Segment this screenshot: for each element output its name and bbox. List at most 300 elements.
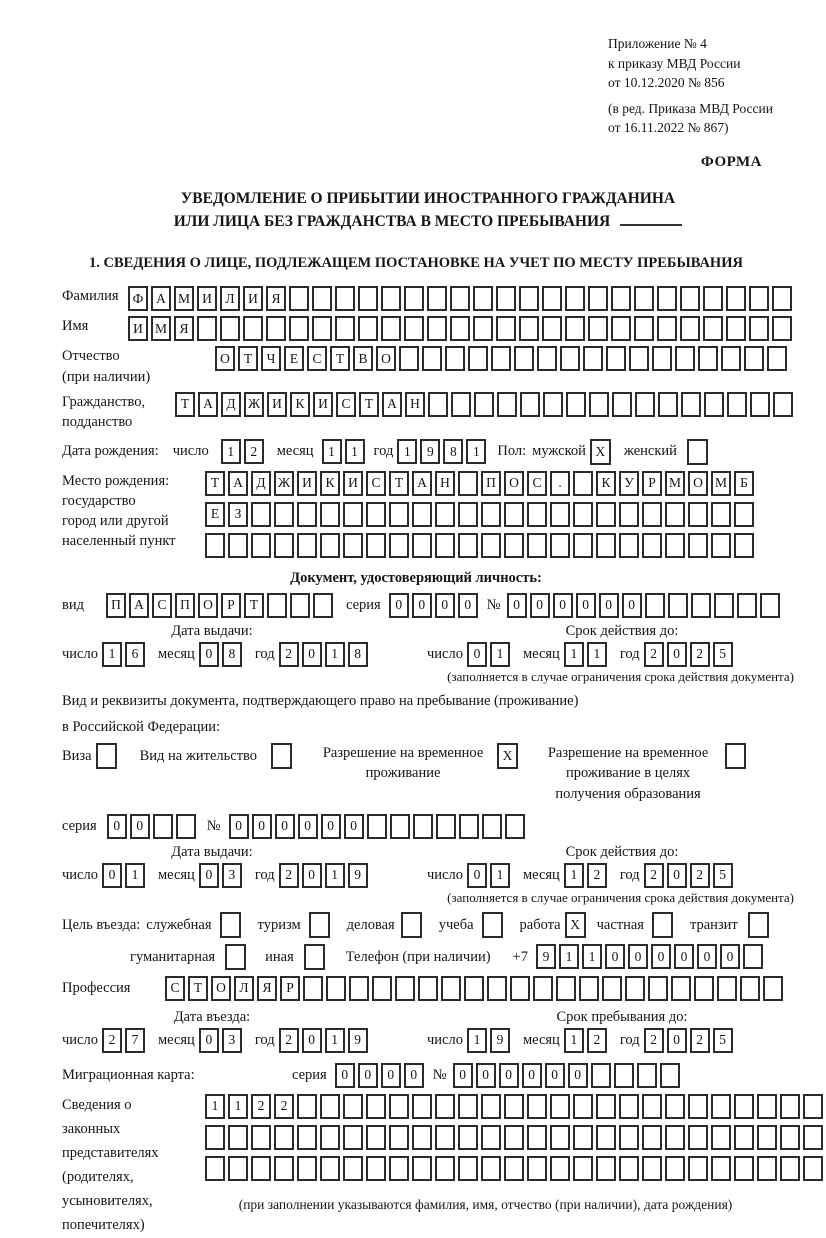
char-cell[interactable]: 0	[458, 593, 478, 618]
char-cell[interactable]: 5	[713, 1028, 733, 1053]
char-cell[interactable]	[435, 533, 455, 558]
char-cell[interactable]	[619, 502, 639, 527]
char-cell[interactable]	[435, 1125, 455, 1150]
char-cell[interactable]	[703, 286, 723, 311]
char-cell[interactable]: 0	[321, 814, 341, 839]
char-cell[interactable]	[205, 1156, 225, 1181]
char-cell[interactable]	[366, 1094, 386, 1119]
char-cell[interactable]	[533, 976, 553, 1001]
char-cell[interactable]	[436, 814, 456, 839]
char-cell[interactable]	[734, 1156, 754, 1181]
char-cell[interactable]	[205, 1125, 225, 1150]
char-cell[interactable]	[560, 346, 580, 371]
char-cell[interactable]	[550, 533, 570, 558]
char-cell[interactable]	[404, 286, 424, 311]
char-cell[interactable]	[312, 316, 332, 341]
char-cell[interactable]	[297, 533, 317, 558]
char-cell[interactable]: М	[151, 316, 171, 341]
char-cell[interactable]: И	[313, 392, 333, 417]
char-cell[interactable]: 1	[587, 642, 607, 667]
char-cell[interactable]: 2	[690, 642, 710, 667]
char-cell[interactable]: Т	[238, 346, 258, 371]
work-checkbox[interactable]: X	[565, 912, 586, 938]
char-cell[interactable]: 0	[404, 1063, 424, 1088]
char-cell[interactable]: А	[198, 392, 218, 417]
char-cell[interactable]	[606, 346, 626, 371]
char-cell[interactable]: 0	[667, 642, 687, 667]
char-cell[interactable]: М	[174, 286, 194, 311]
char-cell[interactable]	[289, 286, 309, 311]
char-cell[interactable]	[335, 286, 355, 311]
char-cell[interactable]	[619, 1125, 639, 1150]
char-cell[interactable]	[749, 316, 769, 341]
char-cell[interactable]: 9	[536, 944, 556, 969]
char-cell[interactable]: 0	[344, 814, 364, 839]
transit-checkbox[interactable]	[748, 912, 769, 938]
char-cell[interactable]	[688, 502, 708, 527]
char-cell[interactable]	[596, 502, 616, 527]
char-cell[interactable]	[395, 976, 415, 1001]
char-cell[interactable]: 0	[435, 593, 455, 618]
char-cell[interactable]: П	[175, 593, 195, 618]
char-cell[interactable]: Т	[188, 976, 208, 1001]
char-cell[interactable]	[412, 1094, 432, 1119]
char-cell[interactable]	[734, 502, 754, 527]
char-cell[interactable]: Д	[251, 471, 271, 496]
char-cell[interactable]	[274, 1125, 294, 1150]
char-cell[interactable]	[711, 1156, 731, 1181]
private-checkbox[interactable]	[652, 912, 673, 938]
char-cell[interactable]: П	[106, 593, 126, 618]
char-cell[interactable]: 0	[576, 593, 596, 618]
char-cell[interactable]	[274, 1156, 294, 1181]
char-cell[interactable]	[372, 976, 392, 1001]
char-cell[interactable]	[176, 814, 196, 839]
char-cell[interactable]	[680, 286, 700, 311]
char-cell[interactable]	[760, 593, 780, 618]
char-cell[interactable]: 1	[466, 439, 486, 464]
char-cell[interactable]	[711, 502, 731, 527]
char-cell[interactable]	[573, 1125, 593, 1150]
char-cell[interactable]: 1	[325, 642, 345, 667]
humanitarian-checkbox[interactable]	[225, 944, 246, 970]
char-cell[interactable]	[366, 533, 386, 558]
char-cell[interactable]: 2	[244, 439, 264, 464]
char-cell[interactable]	[688, 533, 708, 558]
char-cell[interactable]	[413, 814, 433, 839]
char-cell[interactable]	[441, 976, 461, 1001]
char-cell[interactable]	[389, 1094, 409, 1119]
char-cell[interactable]: 2	[644, 1028, 664, 1053]
char-cell[interactable]: З	[228, 502, 248, 527]
char-cell[interactable]	[527, 533, 547, 558]
char-cell[interactable]: 0	[199, 642, 219, 667]
char-cell[interactable]: 0	[467, 863, 487, 888]
char-cell[interactable]: 8	[348, 642, 368, 667]
char-cell[interactable]	[803, 1125, 823, 1150]
char-cell[interactable]	[458, 502, 478, 527]
official-checkbox[interactable]	[220, 912, 241, 938]
char-cell[interactable]: 8	[222, 642, 242, 667]
char-cell[interactable]: 2	[587, 1028, 607, 1053]
char-cell[interactable]: 1	[490, 642, 510, 667]
char-cell[interactable]: И	[343, 471, 363, 496]
char-cell[interactable]: А	[228, 471, 248, 496]
char-cell[interactable]	[389, 502, 409, 527]
char-cell[interactable]: 0	[667, 1028, 687, 1053]
char-cell[interactable]	[510, 976, 530, 1001]
char-cell[interactable]: Л	[234, 976, 254, 1001]
char-cell[interactable]	[412, 1156, 432, 1181]
char-cell[interactable]: 0	[651, 944, 671, 969]
char-cell[interactable]	[451, 392, 471, 417]
char-cell[interactable]: Я	[266, 286, 286, 311]
char-cell[interactable]: 0	[130, 814, 150, 839]
char-cell[interactable]	[657, 286, 677, 311]
char-cell[interactable]	[642, 1125, 662, 1150]
char-cell[interactable]	[504, 533, 524, 558]
char-cell[interactable]	[404, 316, 424, 341]
char-cell[interactable]: 0	[229, 814, 249, 839]
char-cell[interactable]	[642, 1094, 662, 1119]
char-cell[interactable]: 2	[587, 863, 607, 888]
char-cell[interactable]: 1	[490, 863, 510, 888]
char-cell[interactable]	[473, 316, 493, 341]
char-cell[interactable]	[197, 316, 217, 341]
char-cell[interactable]: Н	[405, 392, 425, 417]
char-cell[interactable]: Р	[642, 471, 662, 496]
char-cell[interactable]	[652, 346, 672, 371]
char-cell[interactable]	[435, 1156, 455, 1181]
char-cell[interactable]: 1	[228, 1094, 248, 1119]
char-cell[interactable]: А	[129, 593, 149, 618]
char-cell[interactable]	[550, 502, 570, 527]
char-cell[interactable]: 0	[453, 1063, 473, 1088]
char-cell[interactable]	[527, 1156, 547, 1181]
char-cell[interactable]: И	[267, 392, 287, 417]
char-cell[interactable]	[366, 1125, 386, 1150]
char-cell[interactable]: 1	[397, 439, 417, 464]
char-cell[interactable]	[153, 814, 173, 839]
char-cell[interactable]	[450, 286, 470, 311]
char-cell[interactable]	[458, 1156, 478, 1181]
char-cell[interactable]	[657, 316, 677, 341]
char-cell[interactable]	[514, 346, 534, 371]
char-cell[interactable]: О	[211, 976, 231, 1001]
char-cell[interactable]	[205, 533, 225, 558]
char-cell[interactable]	[704, 392, 724, 417]
char-cell[interactable]	[619, 1094, 639, 1119]
char-cell[interactable]	[274, 502, 294, 527]
char-cell[interactable]: Т	[330, 346, 350, 371]
char-cell[interactable]: 1	[345, 439, 365, 464]
char-cell[interactable]: Б	[734, 471, 754, 496]
char-cell[interactable]: 2	[279, 863, 299, 888]
char-cell[interactable]: 0	[275, 814, 295, 839]
char-cell[interactable]	[389, 1125, 409, 1150]
other-purpose-checkbox[interactable]	[304, 944, 325, 970]
char-cell[interactable]: К	[596, 471, 616, 496]
char-cell[interactable]	[458, 533, 478, 558]
char-cell[interactable]	[680, 316, 700, 341]
gender-female-checkbox[interactable]	[687, 439, 708, 465]
char-cell[interactable]	[367, 814, 387, 839]
char-cell[interactable]	[660, 1063, 680, 1088]
char-cell[interactable]	[527, 502, 547, 527]
char-cell[interactable]: 0	[102, 863, 122, 888]
char-cell[interactable]	[619, 533, 639, 558]
char-cell[interactable]	[312, 286, 332, 311]
char-cell[interactable]	[450, 316, 470, 341]
char-cell[interactable]: 6	[125, 642, 145, 667]
char-cell[interactable]	[520, 392, 540, 417]
char-cell[interactable]: 1	[467, 1028, 487, 1053]
char-cell[interactable]: 0	[499, 1063, 519, 1088]
char-cell[interactable]	[464, 976, 484, 1001]
char-cell[interactable]: 9	[348, 1028, 368, 1053]
char-cell[interactable]	[550, 1125, 570, 1150]
char-cell[interactable]: Т	[175, 392, 195, 417]
char-cell[interactable]	[688, 1125, 708, 1150]
char-cell[interactable]: 0	[568, 1063, 588, 1088]
char-cell[interactable]	[634, 286, 654, 311]
char-cell[interactable]	[642, 1156, 662, 1181]
char-cell[interactable]	[583, 346, 603, 371]
char-cell[interactable]: 2	[274, 1094, 294, 1119]
char-cell[interactable]	[589, 392, 609, 417]
char-cell[interactable]	[251, 502, 271, 527]
char-cell[interactable]	[427, 316, 447, 341]
char-cell[interactable]	[737, 593, 757, 618]
char-cell[interactable]	[566, 392, 586, 417]
char-cell[interactable]	[527, 1094, 547, 1119]
char-cell[interactable]	[757, 1156, 777, 1181]
tourism-checkbox[interactable]	[309, 912, 330, 938]
char-cell[interactable]	[665, 1094, 685, 1119]
char-cell[interactable]	[744, 346, 764, 371]
char-cell[interactable]	[343, 1125, 363, 1150]
study-checkbox[interactable]	[482, 912, 503, 938]
char-cell[interactable]: И	[297, 471, 317, 496]
char-cell[interactable]	[727, 392, 747, 417]
char-cell[interactable]	[665, 533, 685, 558]
char-cell[interactable]	[343, 1094, 363, 1119]
char-cell[interactable]	[537, 346, 557, 371]
char-cell[interactable]	[665, 1156, 685, 1181]
char-cell[interactable]	[691, 593, 711, 618]
char-cell[interactable]	[714, 593, 734, 618]
char-cell[interactable]	[496, 286, 516, 311]
char-cell[interactable]	[726, 316, 746, 341]
char-cell[interactable]: 2	[644, 642, 664, 667]
char-cell[interactable]	[763, 976, 783, 1001]
char-cell[interactable]	[458, 1094, 478, 1119]
char-cell[interactable]: Я	[174, 316, 194, 341]
char-cell[interactable]: О	[504, 471, 524, 496]
char-cell[interactable]	[491, 346, 511, 371]
char-cell[interactable]	[573, 1156, 593, 1181]
char-cell[interactable]: Ч	[261, 346, 281, 371]
char-cell[interactable]: 1	[125, 863, 145, 888]
char-cell[interactable]	[543, 392, 563, 417]
char-cell[interactable]: С	[307, 346, 327, 371]
char-cell[interactable]	[734, 533, 754, 558]
char-cell[interactable]: 1	[102, 642, 122, 667]
char-cell[interactable]	[767, 346, 787, 371]
char-cell[interactable]: Т	[205, 471, 225, 496]
char-cell[interactable]: И	[197, 286, 217, 311]
char-cell[interactable]: 9	[420, 439, 440, 464]
char-cell[interactable]: 0	[553, 593, 573, 618]
char-cell[interactable]	[550, 1094, 570, 1119]
char-cell[interactable]	[243, 316, 263, 341]
char-cell[interactable]	[573, 533, 593, 558]
char-cell[interactable]: О	[198, 593, 218, 618]
char-cell[interactable]	[688, 1156, 708, 1181]
char-cell[interactable]	[366, 502, 386, 527]
char-cell[interactable]: 9	[348, 863, 368, 888]
char-cell[interactable]	[267, 593, 287, 618]
char-cell[interactable]	[527, 1125, 547, 1150]
char-cell[interactable]	[757, 1094, 777, 1119]
char-cell[interactable]	[418, 976, 438, 1001]
char-cell[interactable]	[251, 533, 271, 558]
char-cell[interactable]	[320, 1156, 340, 1181]
char-cell[interactable]: 1	[582, 944, 602, 969]
char-cell[interactable]	[565, 286, 585, 311]
char-cell[interactable]	[343, 1156, 363, 1181]
char-cell[interactable]: 1	[221, 439, 241, 464]
char-cell[interactable]: 2	[102, 1028, 122, 1053]
char-cell[interactable]	[743, 944, 763, 969]
char-cell[interactable]: .	[550, 471, 570, 496]
residence-permit-checkbox[interactable]	[271, 743, 292, 769]
char-cell[interactable]	[504, 502, 524, 527]
char-cell[interactable]	[481, 1156, 501, 1181]
char-cell[interactable]: 0	[302, 1028, 322, 1053]
char-cell[interactable]	[635, 392, 655, 417]
char-cell[interactable]	[565, 316, 585, 341]
char-cell[interactable]	[422, 346, 442, 371]
char-cell[interactable]	[358, 286, 378, 311]
char-cell[interactable]	[220, 316, 240, 341]
char-cell[interactable]: 0	[107, 814, 127, 839]
char-cell[interactable]: Ж	[274, 471, 294, 496]
business-checkbox[interactable]	[401, 912, 422, 938]
char-cell[interactable]	[665, 502, 685, 527]
char-cell[interactable]	[389, 533, 409, 558]
char-cell[interactable]	[803, 1156, 823, 1181]
char-cell[interactable]: 0	[252, 814, 272, 839]
char-cell[interactable]: С	[527, 471, 547, 496]
char-cell[interactable]: М	[711, 471, 731, 496]
char-cell[interactable]	[573, 471, 593, 496]
char-cell[interactable]: 7	[125, 1028, 145, 1053]
char-cell[interactable]	[726, 286, 746, 311]
char-cell[interactable]	[734, 1094, 754, 1119]
char-cell[interactable]	[637, 1063, 657, 1088]
char-cell[interactable]: Е	[205, 502, 225, 527]
char-cell[interactable]: 0	[381, 1063, 401, 1088]
char-cell[interactable]	[579, 976, 599, 1001]
char-cell[interactable]	[482, 814, 502, 839]
char-cell[interactable]: 0	[302, 863, 322, 888]
char-cell[interactable]	[688, 1094, 708, 1119]
char-cell[interactable]: А	[412, 471, 432, 496]
char-cell[interactable]	[427, 286, 447, 311]
char-cell[interactable]	[358, 316, 378, 341]
char-cell[interactable]	[803, 1094, 823, 1119]
char-cell[interactable]: Л	[220, 286, 240, 311]
char-cell[interactable]: Ф	[128, 286, 148, 311]
char-cell[interactable]: П	[481, 471, 501, 496]
char-cell[interactable]	[614, 1063, 634, 1088]
visa-checkbox[interactable]	[96, 743, 117, 769]
char-cell[interactable]	[481, 533, 501, 558]
char-cell[interactable]: 9	[490, 1028, 510, 1053]
char-cell[interactable]: 0	[628, 944, 648, 969]
char-cell[interactable]: 0	[467, 642, 487, 667]
char-cell[interactable]	[698, 346, 718, 371]
char-cell[interactable]: О	[688, 471, 708, 496]
char-cell[interactable]: 0	[545, 1063, 565, 1088]
char-cell[interactable]: У	[619, 471, 639, 496]
char-cell[interactable]: Н	[435, 471, 455, 496]
char-cell[interactable]	[458, 471, 478, 496]
char-cell[interactable]	[274, 533, 294, 558]
char-cell[interactable]	[596, 1156, 616, 1181]
char-cell[interactable]: 0	[720, 944, 740, 969]
char-cell[interactable]: 0	[599, 593, 619, 618]
char-cell[interactable]: 3	[222, 1028, 242, 1053]
char-cell[interactable]	[297, 1156, 317, 1181]
char-cell[interactable]: Т	[359, 392, 379, 417]
char-cell[interactable]	[251, 1125, 271, 1150]
char-cell[interactable]	[556, 976, 576, 1001]
char-cell[interactable]	[389, 1156, 409, 1181]
char-cell[interactable]	[228, 1125, 248, 1150]
char-cell[interactable]	[366, 1156, 386, 1181]
char-cell[interactable]	[711, 1125, 731, 1150]
char-cell[interactable]	[481, 1125, 501, 1150]
char-cell[interactable]	[303, 976, 323, 1001]
char-cell[interactable]: 2	[690, 1028, 710, 1053]
char-cell[interactable]: 0	[522, 1063, 542, 1088]
char-cell[interactable]	[717, 976, 737, 1001]
char-cell[interactable]: 0	[605, 944, 625, 969]
char-cell[interactable]	[611, 316, 631, 341]
char-cell[interactable]: К	[320, 471, 340, 496]
char-cell[interactable]: 1	[325, 1028, 345, 1053]
char-cell[interactable]: Е	[284, 346, 304, 371]
char-cell[interactable]: 0	[335, 1063, 355, 1088]
char-cell[interactable]: 0	[298, 814, 318, 839]
char-cell[interactable]: 0	[358, 1063, 378, 1088]
char-cell[interactable]: Т	[389, 471, 409, 496]
char-cell[interactable]	[596, 1125, 616, 1150]
char-cell[interactable]: И	[243, 286, 263, 311]
char-cell[interactable]	[504, 1125, 524, 1150]
char-cell[interactable]	[290, 593, 310, 618]
char-cell[interactable]	[711, 1094, 731, 1119]
char-cell[interactable]	[542, 316, 562, 341]
char-cell[interactable]	[671, 976, 691, 1001]
char-cell[interactable]	[381, 286, 401, 311]
char-cell[interactable]	[458, 1125, 478, 1150]
char-cell[interactable]: 0	[674, 944, 694, 969]
char-cell[interactable]	[780, 1156, 800, 1181]
char-cell[interactable]	[487, 976, 507, 1001]
